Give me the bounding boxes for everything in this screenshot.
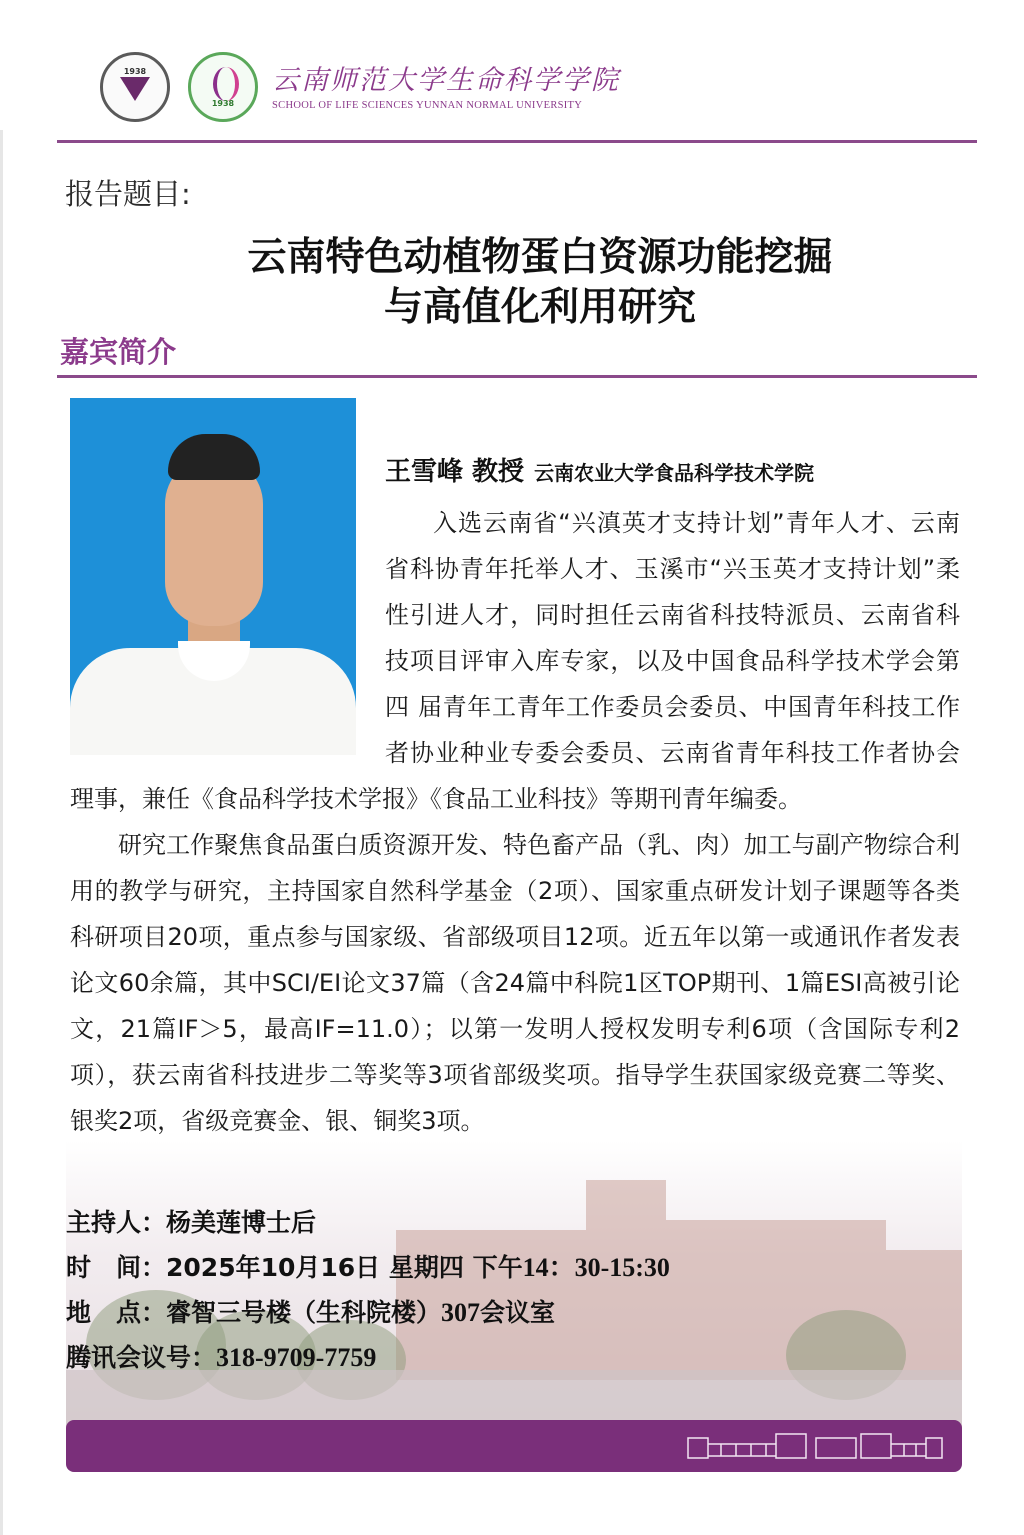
topic-label: 报告题目: bbox=[65, 177, 191, 211]
speaker-bio bbox=[70, 500, 960, 1144]
seal-year: 1938 bbox=[211, 99, 235, 108]
host-name: 杨美莲博士后 bbox=[166, 1208, 317, 1237]
venue-b: 会议室 bbox=[480, 1298, 556, 1327]
talk-title-line1: 云南特色动植物蛋白资源功能挖掘 bbox=[247, 235, 833, 280]
meeting-row: 腾讯会议号：318-9709-7759 bbox=[66, 1343, 377, 1372]
bio-paragraph-1: 入选云南省“兴滇英才支持计划”青年人才、云南省科协青年托举人才、玉溪市“兴玉英才支持计划”柔性引进人才，同时担任云南省科技特派员、云南省科技项目评审入库专家，以及中国食品科学技术学会第四 届青年工青年工作委员会委员、中国青年科技工作者协业种业专委会委员、云南省青年科技工作者协会理事，兼任《食品科学技术学报》《食品工业科技》等期刊青年编委。 bbox=[70, 509, 960, 813]
school-name bbox=[272, 64, 620, 111]
header-logos bbox=[100, 52, 620, 122]
venue-room: 307 bbox=[441, 1298, 481, 1327]
campus-gate-icon bbox=[686, 1430, 946, 1460]
college-seal-icon bbox=[188, 52, 258, 122]
speaker-name: 王雪峰 教授 bbox=[385, 457, 525, 487]
place-row: 地 点：睿智三号楼（生科院楼）307会议室 bbox=[66, 1298, 556, 1327]
event-date: 2025年10月16日 星期四 下午 bbox=[166, 1253, 523, 1282]
section-title: 嘉宾简介 bbox=[60, 335, 177, 369]
meeting-id: 318-9709-7759 bbox=[216, 1343, 377, 1372]
section-divider bbox=[57, 375, 977, 378]
page-edge-line bbox=[0, 130, 3, 1535]
time-row: 时 间：2025年10月16日 星期四 下午14：30-15:30 bbox=[66, 1253, 670, 1282]
bio-paragraph-2: 研究工作聚焦食品蛋白质资源开发、特色畜产品（乳、肉）加工与副产物综合利用的教学与研究，主持国家自然科学基金（2项）、国家重点研发计划子课题等各类科研项目20项，重点参与国家级、省部级项目12项。近五年以第一或通讯作者发表论文60余篇，其中SCI/EI论文37篇（含24篇中科院1区TOP期刊、1篇ESI高被引论文，21篇IF＞5，最高IF=11.0）；以第一发明人授权发明专利6项（含国际专利2项），获云南省科技进步二等奖等3项省部级奖项。指导学生获国家级竞赛二等奖、银奖2项，省级竞赛金、银、铜奖3项。 bbox=[70, 831, 960, 1135]
venue-a: 睿智三号楼（生科院楼） bbox=[166, 1298, 442, 1327]
speaker-name-line bbox=[385, 451, 814, 488]
speaker-affiliation: 云南农业大学食品科学技术学院 bbox=[534, 461, 815, 485]
talk-title-line2: 与高值化利用研究 bbox=[383, 285, 696, 330]
event-details bbox=[66, 1200, 670, 1380]
school-name-cn: 云南师范大学生命科学学院 bbox=[272, 64, 620, 96]
host-row: 主持人：杨美莲博士后 bbox=[66, 1208, 317, 1237]
footer-band bbox=[66, 1420, 962, 1472]
header-divider bbox=[57, 140, 977, 143]
event-time: 14：30-15:30 bbox=[522, 1253, 670, 1282]
school-name-en: SCHOOL OF LIFE SCIENCES YUNNAN NORMAL UNIVERSITY bbox=[272, 99, 583, 111]
university-seal-icon bbox=[100, 52, 170, 122]
seal-year: 1938 bbox=[123, 67, 147, 76]
